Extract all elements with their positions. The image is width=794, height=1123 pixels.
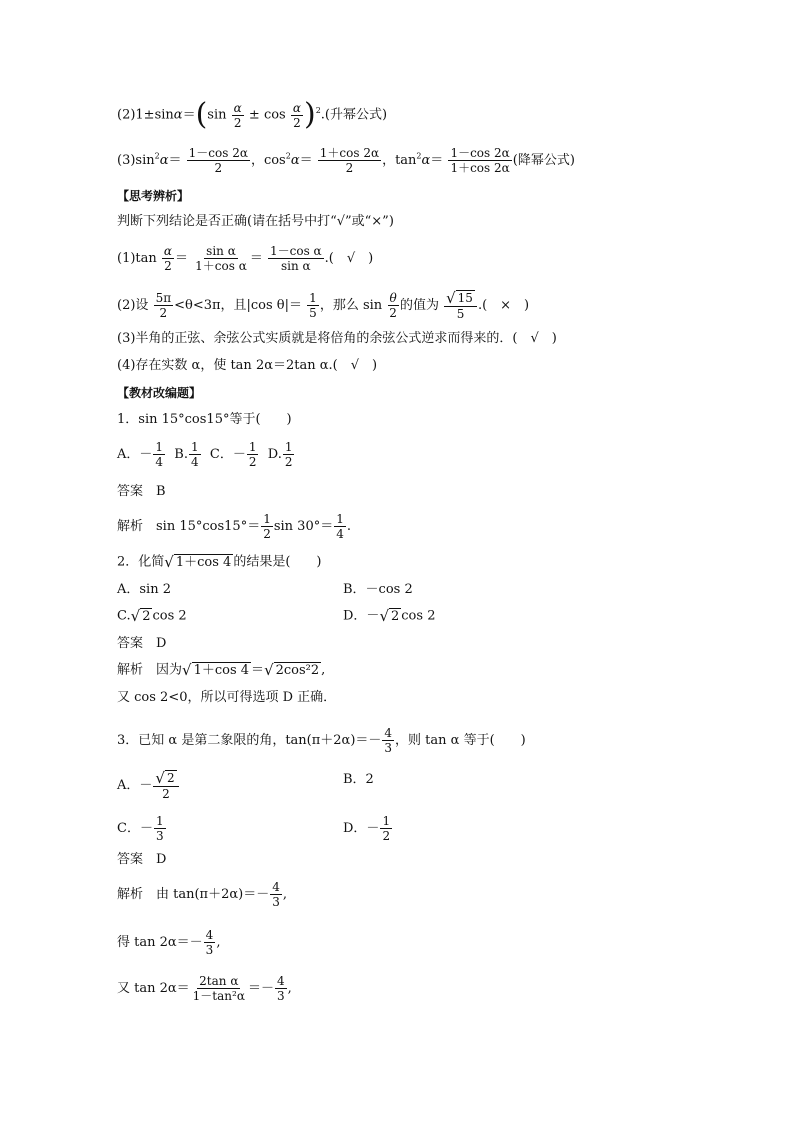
formula-2: (2)1±sinα＝(sin $\frac{\alpha}{2}$ ± cos $\frac{\alpha}{2}$ )$^2$.(升幂公式) [117,97,388,132]
fraction: $\frac{1}{5}$ [309,291,317,320]
judge-item-3: (3)半角的正弦、余弦公式实质就是将倍角的余弦公式逆求而得来的．( √ ) [117,331,557,346]
sqrt: √ 1＋cos 4 [164,553,232,571]
question-2-analysis: 解析 因为 √ 1＋cos 4 ＝ √ 2cos²2 , [117,661,326,679]
instruction-text: 判断下列结论是否正确(请在括号中打“√”或“×”) [117,214,394,229]
sqrt: √ 15 [446,289,473,307]
fraction: $\frac{1}{2}$ [382,814,391,843]
question-3-option-d: D．－ $\frac{1}{2}$ [343,814,391,843]
fraction: $\frac{\alpha}{2}$ [292,100,301,130]
fraction: $\frac{\text{sin α}}{\text{1＋cos α}}$ [195,244,247,273]
fraction: $\frac{1}{4}$ [336,512,344,541]
question-3-analysis-3: 又 tan 2α＝ $\frac{\text{2tan α}}{\text{1－tan²α}}$ ＝－ $\frac{4}{3}$ , [117,974,292,1003]
fraction: $\frac{4}{3}$ [276,974,285,1003]
fraction: $\frac{1}{2}$ [284,440,293,469]
question-2-option-c: C. √ 2 cos 2 [117,607,187,625]
fraction: $\frac{1}{4}$ [155,440,164,469]
fraction: $\frac{1-\cos 2\alpha}{2}$ [188,146,248,175]
question-1-options: A．－ $\frac{1}{4}$ B. $\frac{1}{4}$ C．－ $\frac{1}{2}$ D. $\frac{1}{2}$ [117,440,293,469]
question-3-answer: 答案 D [117,852,167,867]
sqrt: √ 1＋cos 4 [182,661,250,679]
judge-item-2: (2)设 $\frac{5\pi}{2}$ <θ<3π，且|cos θ|＝ $\frac{1}{5}$ ，那么 sin $\frac{\theta}{2}$ 的值为 √ 15 5 .( × ) [117,289,530,321]
fraction: $\frac{1-\cos 2\alpha}{1+\cos 2\alpha}$ [450,146,510,175]
question-3-option-b: B．2 [343,772,374,787]
judge-item-4: (4)存在实数 α，使 tan 2α＝2tan α.( √ ) [117,358,378,373]
fraction: $\frac{\alpha}{2}$ [163,244,173,273]
question-1-stem: 1．sin 15°cos15°等于( ) [117,412,292,427]
fraction: √ 15 5 [444,290,477,321]
question-3-option-a: A．－ √ 2 2 [117,770,180,801]
question-3-stem: 3．已知 α 是第二象限的角，tan(π＋2α)＝－ $\frac{4}{3}$ ，则 tan α 等于( ) [117,726,526,755]
fraction: $\frac{\text{2tan α}}{\text{1－tan²α}}$ [192,974,245,1003]
fraction: $\frac{1+\cos 2\alpha}{2}$ [319,146,380,175]
sqrt: √ 2 [155,769,175,787]
question-1-answer: 答案 B [117,484,166,499]
fraction: $\frac{5\pi}{2}$ [155,291,172,320]
question-2-option-b: B．－cos 2 [343,582,413,597]
question-3-analysis-1: 解析 由 tan(π＋2α)＝－ $\frac{4}{3}$ , [117,880,287,909]
fraction: $\frac{4}{3}$ [384,726,393,755]
fraction: $\frac{1}{2}$ [263,512,271,541]
question-3-analysis-2: 得 tan 2α＝－ $\frac{4}{3}$ , [117,928,221,957]
sqrt: √ 2 [379,607,400,625]
sqrt: √ 2 [130,607,151,625]
fraction: $\frac{1}{2}$ [248,440,257,469]
fraction: √ 2 2 [153,770,178,801]
fraction: $\frac{1}{4}$ [190,440,199,469]
fraction: $\frac{4}{3}$ [205,928,214,957]
section-heading-textbook: 【教材改编题】 [117,386,202,400]
sqrt: √ 2cos²2 [264,661,320,679]
question-2-option-a: A．sin 2 [117,582,171,597]
question-2-stem: 2．化简 √ 1＋cos 4 的结果是( ) [117,553,322,571]
fraction: $\frac{4}{3}$ [272,880,280,909]
judge-item-1: (1)tan $\frac{\alpha}{2}$ ＝ $\frac{\text{sin α}}{\text{1＋cos α}}$ ＝ $\frac{\text{1－cos α}}{\text{sin α}}$ .( √ ) [117,244,374,273]
question-1-analysis: 解析 sin 15°cos15°＝ $\frac{1}{2}$ sin 30°＝ $\frac{1}{4}$ . [117,512,352,541]
question-2-option-d: D．－ √ 2 cos 2 [343,607,436,625]
fraction: $\frac{\text{1－cos α}}{\text{sin α}}$ [270,244,322,273]
question-2-answer: 答案 D [117,636,167,651]
section-heading-thinking: 【思考辨析】 [117,189,190,203]
fraction: $\frac{1}{3}$ [155,814,164,843]
question-3-option-c: C．－ $\frac{1}{3}$ [117,814,164,843]
formula-3: $(3)\sin^2\alpha=$ $\frac{1-\cos 2\alpha}{2}$ ，$\cos^2\alpha=$ $\frac{1+\cos 2\alpha}{2}$ ，$\tan^2\alpha=$ $\frac{1-\cos 2\alpha}{1+\cos 2\alpha}$ (降幂公式) [117,146,575,175]
question-2-analysis-2: 又 cos 2<0，所以可得选项 D 正确． [117,690,337,705]
fraction: $\frac{\theta}{2}$ [389,291,397,320]
fraction: $\frac{\alpha}{2}$ [233,100,242,130]
